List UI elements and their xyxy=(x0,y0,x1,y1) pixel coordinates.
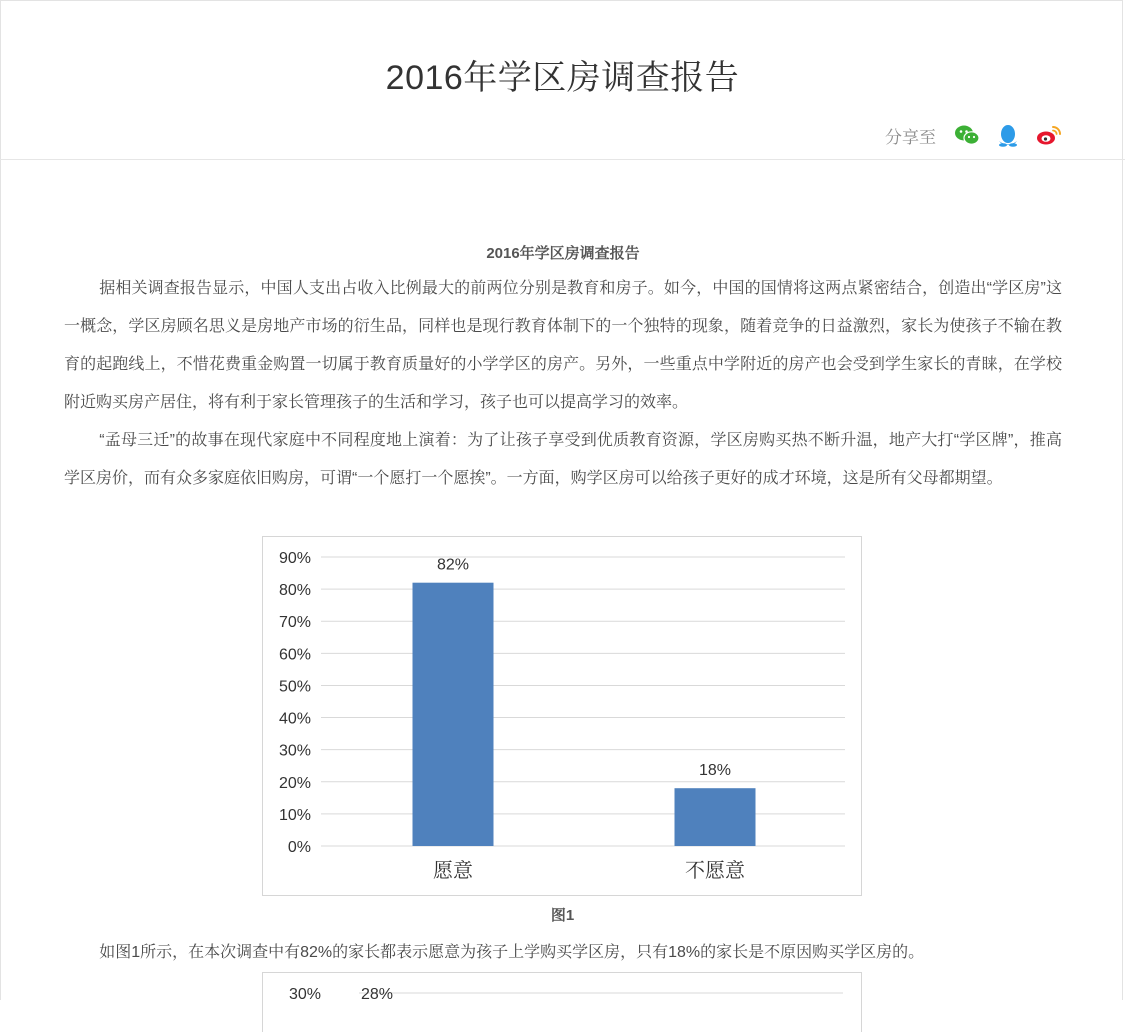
bar-chart-2-svg xyxy=(263,973,861,1013)
bar-chart-2 xyxy=(262,972,862,1032)
data-label: 18% xyxy=(698,762,732,780)
wechat-icon[interactable] xyxy=(953,121,981,149)
y-tick-label: 50% xyxy=(278,678,311,696)
bar-chart-svg xyxy=(263,537,861,895)
article-heading: 2016年学区房调查报告 xyxy=(486,245,640,262)
share-bar xyxy=(885,120,1063,150)
y-tick-label: 60% xyxy=(278,646,311,664)
data-label: 28% xyxy=(360,986,394,1003)
y-tick-label: 80% xyxy=(278,582,311,600)
qq-icon[interactable] xyxy=(994,121,1022,149)
y-tick-label: 0% xyxy=(287,839,311,856)
weibo-icon[interactable] xyxy=(1035,121,1063,149)
y-tick-label: 30% xyxy=(278,742,311,760)
paragraph: “孟母三迁”的故事在现代家庭中不同程度地上演着：为了让孩子享受到优质教育资源，学区房购买热不断升温，地产大打“学区牌”，推高学区房价，而有众多家庭依旧购房，可谓“一个愿打一个愿挨”。一方面，购学区房可以给孩子更好的成才环境，这是所有父母都期望。 xyxy=(64,432,1062,487)
share-label: 分享至 xyxy=(885,127,936,147)
page-title: 2016年学区房调查报告 xyxy=(385,59,740,97)
x-category-label: 不愿意 xyxy=(685,860,745,882)
y-tick-label: 20% xyxy=(278,774,311,792)
y-tick-label: 40% xyxy=(278,710,311,728)
y-tick-label: 90% xyxy=(278,550,311,567)
bar xyxy=(413,583,494,846)
y-tick-label: 70% xyxy=(278,614,311,632)
figure-caption: 图1 xyxy=(550,907,575,924)
y-tick-label: 10% xyxy=(278,806,311,824)
data-label: 82% xyxy=(436,556,470,574)
header-divider xyxy=(0,159,1125,160)
paragraph: 如图1所示，在本次调查中有82%的家长都表示愿意为孩子上学购买学区房，只有18%的家长是不原因购买学区房的。 xyxy=(99,944,925,961)
article-body xyxy=(64,238,1062,498)
bar xyxy=(675,788,756,846)
x-category-label: 愿意 xyxy=(433,860,473,882)
y-tick-label: 30% xyxy=(288,986,321,1003)
bar-chart xyxy=(262,536,862,896)
paragraph: 据相关调查报告显示，中国人支出占收入比例最大的前两位分别是教育和房子。如今，中国的国情将这两点紧密结合，创造出“学区房”这一概念，学区房顾名思义是房地产市场的衍生品，同样也是现行教育体制下的一个独特的现象，随着竞争的日益激烈，家长为使孩子不输在教育的起跑线上，不惜花费重金购置一切属于教育质量好的小学学区的房产。另外，一些重点中学附近的房产也会受到学生家长的青睐，在学校附近购买房产居住，将有利于家长管理孩子的生活和学习，孩子也可以提高学习的效率。 xyxy=(64,280,1062,411)
